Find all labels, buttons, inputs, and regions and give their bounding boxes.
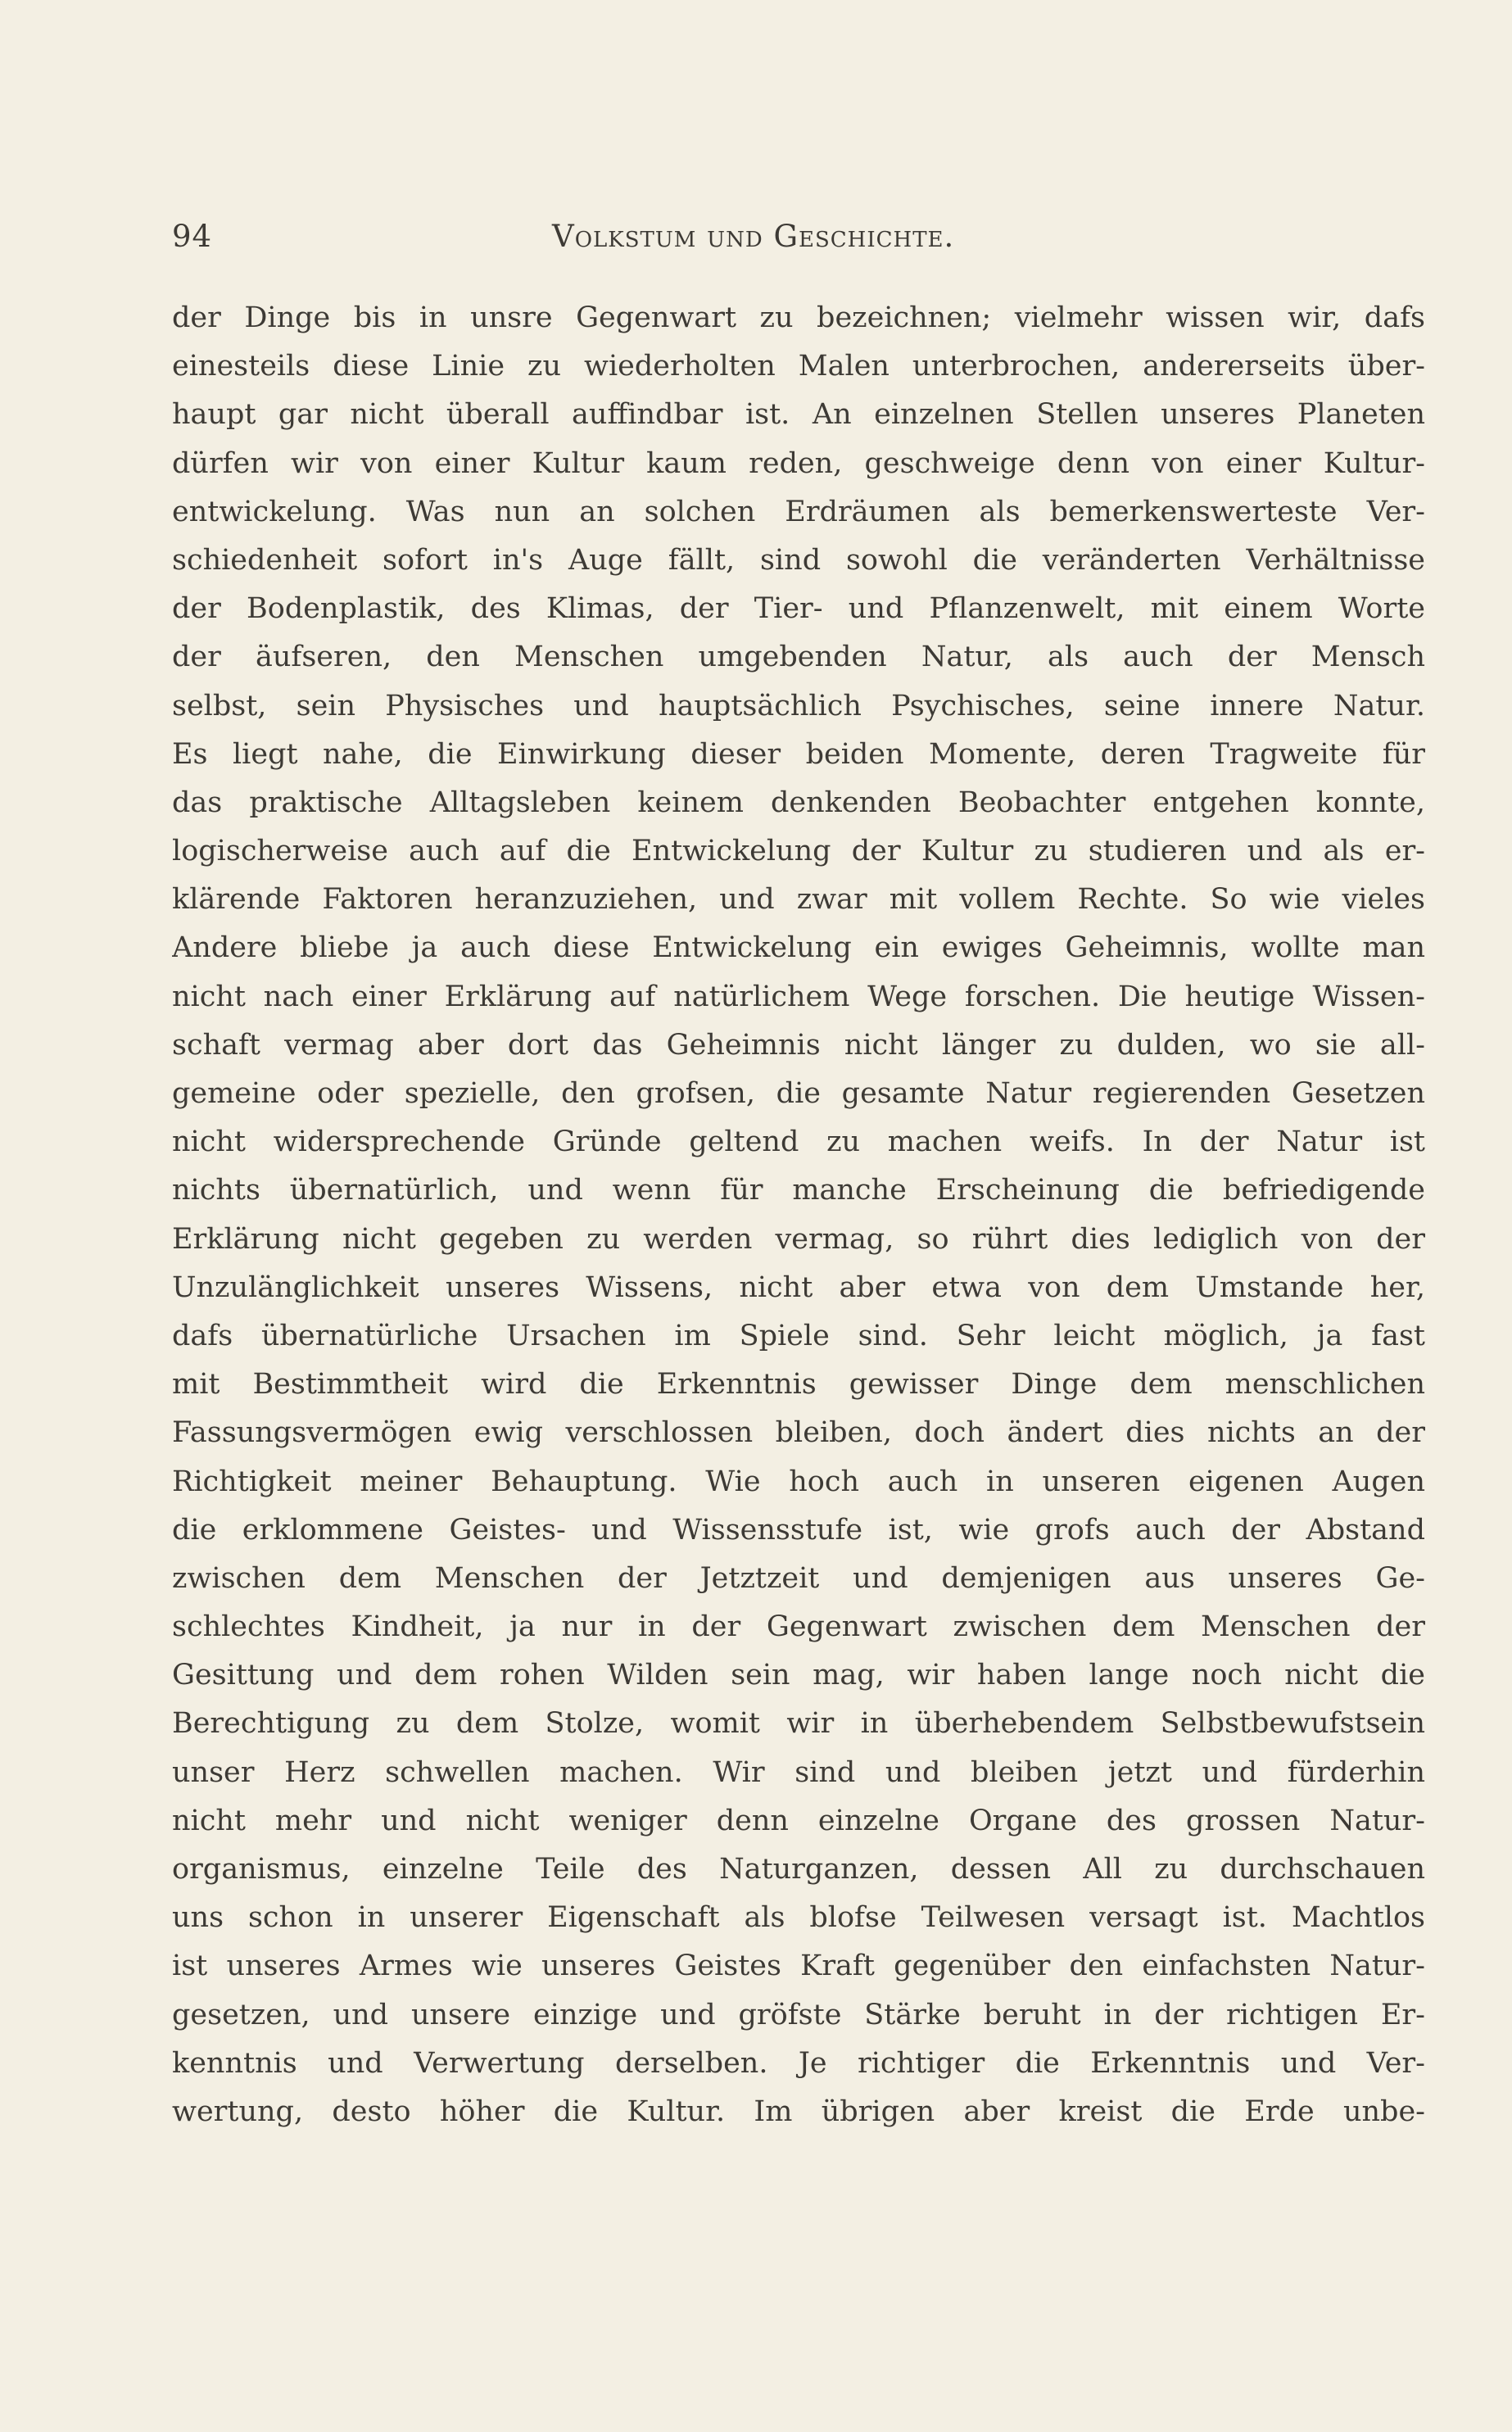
- text-line: dafs übernatürliche Ursachen im Spiele sind. Sehr leicht möglich, ja fast: [172, 1319, 1425, 1352]
- text-line: die erklommene Geistes- und Wissensstufe ist, wie grofs auch der Abstand: [172, 1513, 1425, 1547]
- text-line: Fassungsvermögen ewig verschlossen bleiben, doch ändert dies nichts an der: [172, 1416, 1425, 1450]
- text-line: wertung, desto höher die Kultur. Im übrigen aber kreist die Erde unbe-: [172, 2095, 1425, 2128]
- page-header: [172, 216, 1040, 257]
- text-line: unser Herz schwellen machen. Wir sind und bleiben jetzt und fürderhin: [172, 1755, 1425, 1789]
- text-line: gesetzen, und unsere einzige und gröfste Stärke beruht in der richtigen Er-: [172, 1998, 1425, 2031]
- text-line: Gesittung und dem rohen Wilden sein mag, wir haben lange noch nicht die: [172, 1659, 1425, 1692]
- text-line: der Bodenplastik, des Klimas, der Tier- und Pflanzenwelt, mit einem Worte: [172, 592, 1425, 626]
- text-line: das praktische Alltagsleben keinem denkenden Beobachter entgehen konnte,: [172, 786, 1425, 819]
- text-line: schaft vermag aber dort das Geheimnis nicht länger zu dulden, wo sie all-: [172, 1028, 1425, 1062]
- text-line: Berechtigung zu dem Stolze, womit wir in überhebendem Selbstbewufstsein: [172, 1707, 1425, 1741]
- text-line: Andere bliebe ja auch diese Entwickelung ein ewiges Geheimnis, wollte man: [172, 931, 1425, 965]
- body-text: [172, 294, 1425, 2136]
- text-line: ist unseres Armes wie unseres Geistes Kraft gegenüber den einfachsten Natur-: [172, 1950, 1425, 1983]
- text-line: nicht widersprechende Gründe geltend zu machen weifs. In der Natur ist: [172, 1125, 1425, 1159]
- text-line: haupt gar nicht überall auffindbar ist. An einzelnen Stellen unseres Planeten: [172, 398, 1425, 432]
- page-number: 94: [172, 219, 213, 254]
- text-line: Unzulänglichkeit unseres Wissens, nicht aber etwa von dem Umstande her,: [172, 1270, 1425, 1304]
- text-line: kenntnis und Verwertung derselben. Je richtiger die Erkenntnis und Ver-: [172, 2046, 1425, 2080]
- text-line: mit Bestimmtheit wird die Erkenntnis gewisser Dinge dem menschlichen: [172, 1368, 1425, 1402]
- text-line: nicht nach einer Erklärung auf natürlichem Wege forschen. Die heutige Wissen-: [172, 980, 1425, 1013]
- text-line: schiedenheit sofort in's Auge fällt, sind sowohl die veränderten Verhältnisse: [172, 543, 1425, 577]
- running-title: Volkstum und Geschichte.: [552, 219, 955, 254]
- text-line: schlechtes Kindheit, ja nur in der Gegenwart zwischen dem Menschen der: [172, 1610, 1425, 1644]
- text-line: selbst, sein Physisches und hauptsächlich Psychisches, seine innere Natur.: [172, 689, 1425, 722]
- text-line: der äufseren, den Menschen umgebenden Natur, als auch der Mensch: [172, 641, 1425, 674]
- text-line: nicht mehr und nicht weniger denn einzelne Organe des grossen Natur-: [172, 1804, 1425, 1837]
- text-line: klärende Faktoren heranzuziehen, und zwar mit vollem Rechte. So wie vieles: [172, 883, 1425, 917]
- text-line: dürfen wir von einer Kultur kaum reden, geschweige denn von einer Kultur-: [172, 446, 1425, 480]
- text-line: entwickelung. Was nun an solchen Erdräumen als bemerkenswerteste Ver-: [172, 495, 1425, 528]
- text-line: der Dinge bis in unsre Gegenwart zu bezeichnen; vielmehr wissen wir, dafs: [172, 301, 1425, 334]
- text-line: Erklärung nicht gegeben zu werden vermag, so rührt dies lediglich von der: [172, 1222, 1425, 1256]
- text-line: nichts übernatürlich, und wenn für manche Erscheinung die befriedigende: [172, 1174, 1425, 1207]
- text-line: Richtigkeit meiner Behauptung. Wie hoch auch in unseren eigenen Augen: [172, 1465, 1425, 1498]
- text-line: einesteils diese Linie zu wiederholten Malen unterbrochen, andererseits über-: [172, 350, 1425, 383]
- text-line: organismus, einzelne Teile des Naturganzen, dessen All zu durchschauen: [172, 1853, 1425, 1886]
- text-line: uns schon in unserer Eigenschaft als blofse Teilwesen versagt ist. Machtlos: [172, 1901, 1425, 1935]
- text-line: Es liegt nahe, die Einwirkung dieser beiden Momente, deren Tragweite für: [172, 737, 1425, 771]
- text-line: zwischen dem Menschen der Jetztzeit und demjenigen aus unseres Ge-: [172, 1561, 1425, 1595]
- text-line: gemeine oder spezielle, den grofsen, die gesamte Natur regierenden Gesetzen: [172, 1077, 1425, 1110]
- text-line: logischerweise auch auf die Entwickelung der Kultur zu studieren und als er-: [172, 835, 1425, 868]
